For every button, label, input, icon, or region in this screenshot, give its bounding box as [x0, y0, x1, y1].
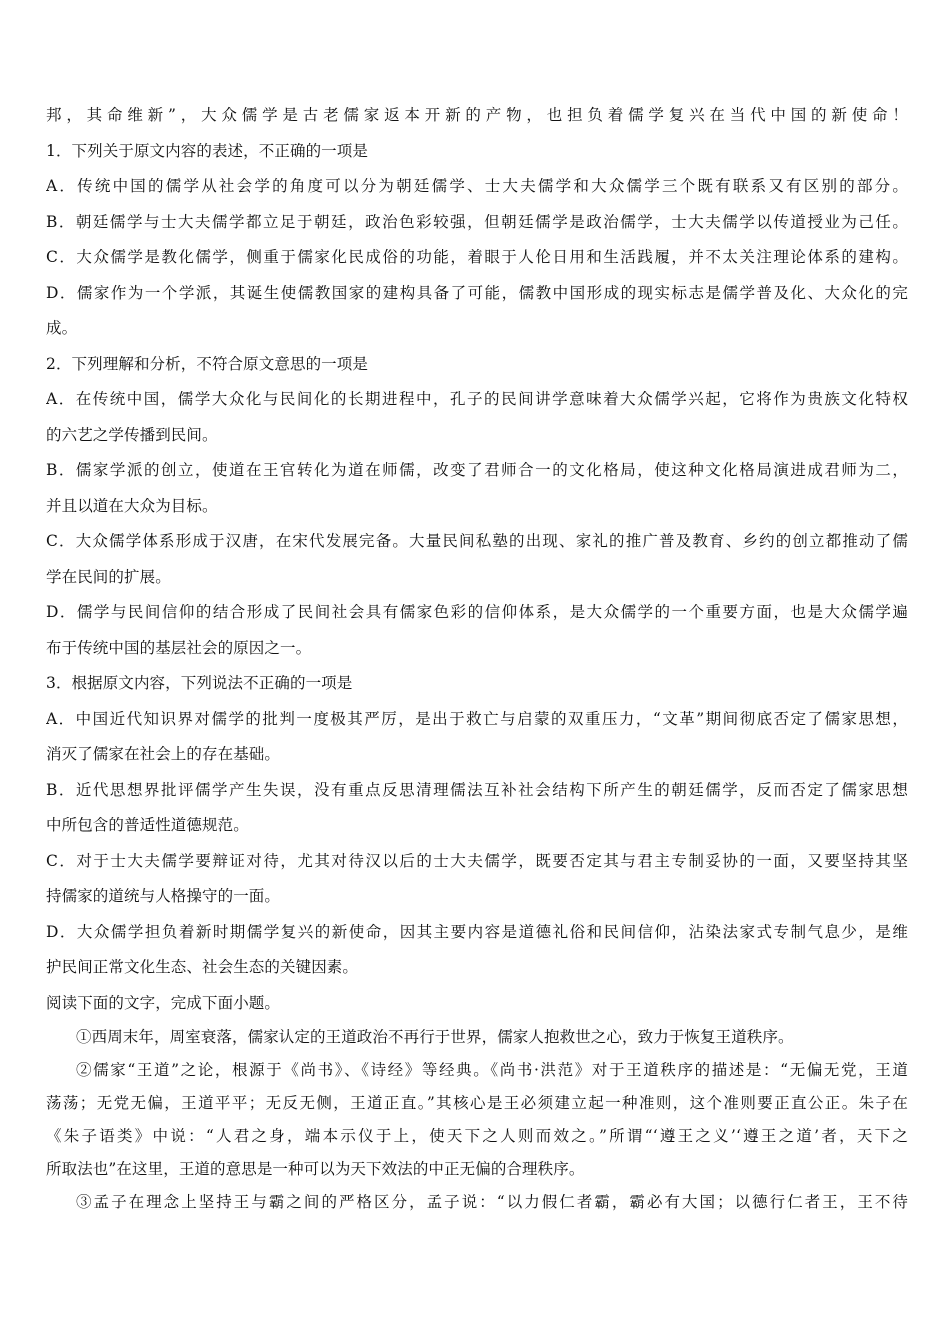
question-3-option-c: C．对于士大夫儒学要辩证对待，尤其对待汉以后的士大夫儒学，既要否定其与君主专制妥协的一面，又要坚持其坚: [46, 851, 908, 870]
question-2-option-b-cont: 并且以道在大众为目标。: [46, 496, 218, 515]
question-2-option-c: C．大众儒学体系形成于汉唐，在宋代发展完备。大量民间私塾的出现、家礼的推广普及教育、乡约的创立都推动了儒: [46, 532, 908, 550]
question-3-option-a-cont: 消灭了儒家在社会上的存在基础。: [46, 745, 281, 763]
passage-paragraph-3: ③孟子在理念上坚持王与霸之间的严格区分，孟子说：“以力假仁者霸，霸必有大国；以德行仁者王，王不待: [76, 1193, 908, 1211]
question-1-option-c: C．大众儒学是教化儒学，侧重于儒家化民成俗的功能，着眼于人伦日用和生活践履，并不太关注理论体系的建构。: [46, 248, 908, 266]
question-2-option-c-cont: 学在民间的扩展。: [46, 567, 171, 586]
question-3-option-c-cont: 持儒家的道统与人格操守的一面。: [46, 887, 281, 905]
question-1-option-d: D．儒家作为一个学派，其诞生使儒教国家的建构具备了可能，儒教中国形成的现实标志是儒学普及化、大众化的完: [46, 283, 908, 302]
question-3-option-b-cont: 中所包含的普适性道德规范。: [46, 816, 249, 834]
question-1-option-d-cont: 成。: [46, 319, 78, 337]
document-page: [46, 98, 908, 1219]
question-2-option-a-cont: 的六艺之学传播到民间。: [46, 425, 218, 444]
passage-paragraph-2-line-4: 所取法也”在这里，王道的意思是一种可以为天下效法的中正无偏的合理秩序。: [46, 1160, 585, 1178]
question-1-stem: 1．下列关于原文内容的表述，不正确的一项是: [46, 141, 368, 160]
text-line: 邦，其命维新”，大众儒学是古老儒家返本开新的产物，也担负着儒学复兴在当代中国的新使命！: [46, 106, 908, 124]
question-2-stem: 2．下列理解和分析，不符合原文意思的一项是: [46, 354, 368, 373]
question-3-option-d: D．大众儒学担负着新时期儒学复兴的新使命，因其主要内容是道德礼俗和民间信仰，沾染法家式专制气息少，是维: [46, 922, 908, 941]
question-3-option-b: B．近代思想界批评儒学产生失误，没有重点反思清理儒法互补社会结构下所产生的朝廷儒学，反而否定了儒家思想: [46, 780, 908, 799]
question-2-option-d: D．儒学与民间信仰的结合形成了民间社会具有儒家色彩的信仰体系，是大众儒学的一个重要方面，也是大众儒学遍: [46, 603, 908, 621]
question-2-option-d-cont: 布于传统中国的基层社会的原因之一。: [46, 638, 312, 657]
question-1-option-b: B．朝廷儒学与士大夫儒学都立足于朝廷，政治色彩较强，但朝廷儒学是政治儒学，士大夫儒学以传道授业为己任。: [46, 212, 908, 231]
question-3-stem: 3．根据原文内容，下列说法不正确的一项是: [46, 674, 353, 692]
reading-instruction: 阅读下面的文字，完成下面小题。: [46, 993, 281, 1012]
passage-paragraph-2: ②儒家“王道”之论，根源于《尚书》、《诗经》等经典。《尚书·洪范》对于王道秩序的描述是：“无偏无党，王道: [76, 1061, 908, 1079]
question-2-option-a: A．在传统中国，儒学大众化与民间化的长期进程中，孔子的民间讲学意味着大众儒学兴起，它将作为贵族文化特权: [46, 390, 908, 408]
question-2-option-b: B．儒家学派的创立，使道在王官转化为道在师儒，改变了君师合一的文化格局，使这种文化格局演进成君师为二，: [46, 461, 908, 479]
question-3-option-a: A．中国近代知识界对儒学的批判一度极其严厉，是出于救亡与启蒙的双重压力，“文革”期间彻底否定了儒家思想，: [46, 709, 908, 728]
passage-paragraph-2-line-2: 荡荡；无党无偏，王道平平；无反无侧，王道正直。”其核心是王必须建立起一种准则，这个准则要正直公正。朱子在: [46, 1094, 908, 1112]
passage-paragraph-2-line-3: 《朱子语类》中说：“人君之身，端本示仪于上，使天下之人则而效之。”所谓“‘遵王之义’‘遵王之道’者，天下之: [46, 1127, 908, 1145]
passage-paragraph-1: ①西周末年，周室衰落，儒家认定的王道政治不再行于世界，儒家人抱救世之心，致力于恢复王道秩序。: [76, 1028, 794, 1046]
question-1-option-a: A．传统中国的儒学从社会学的角度可以分为朝廷儒学、士大夫儒学和大众儒学三个既有联系又有区别的部分。: [46, 177, 908, 195]
question-3-option-d-cont: 护民间正常文化生态、社会生态的关键因素。: [46, 958, 359, 976]
